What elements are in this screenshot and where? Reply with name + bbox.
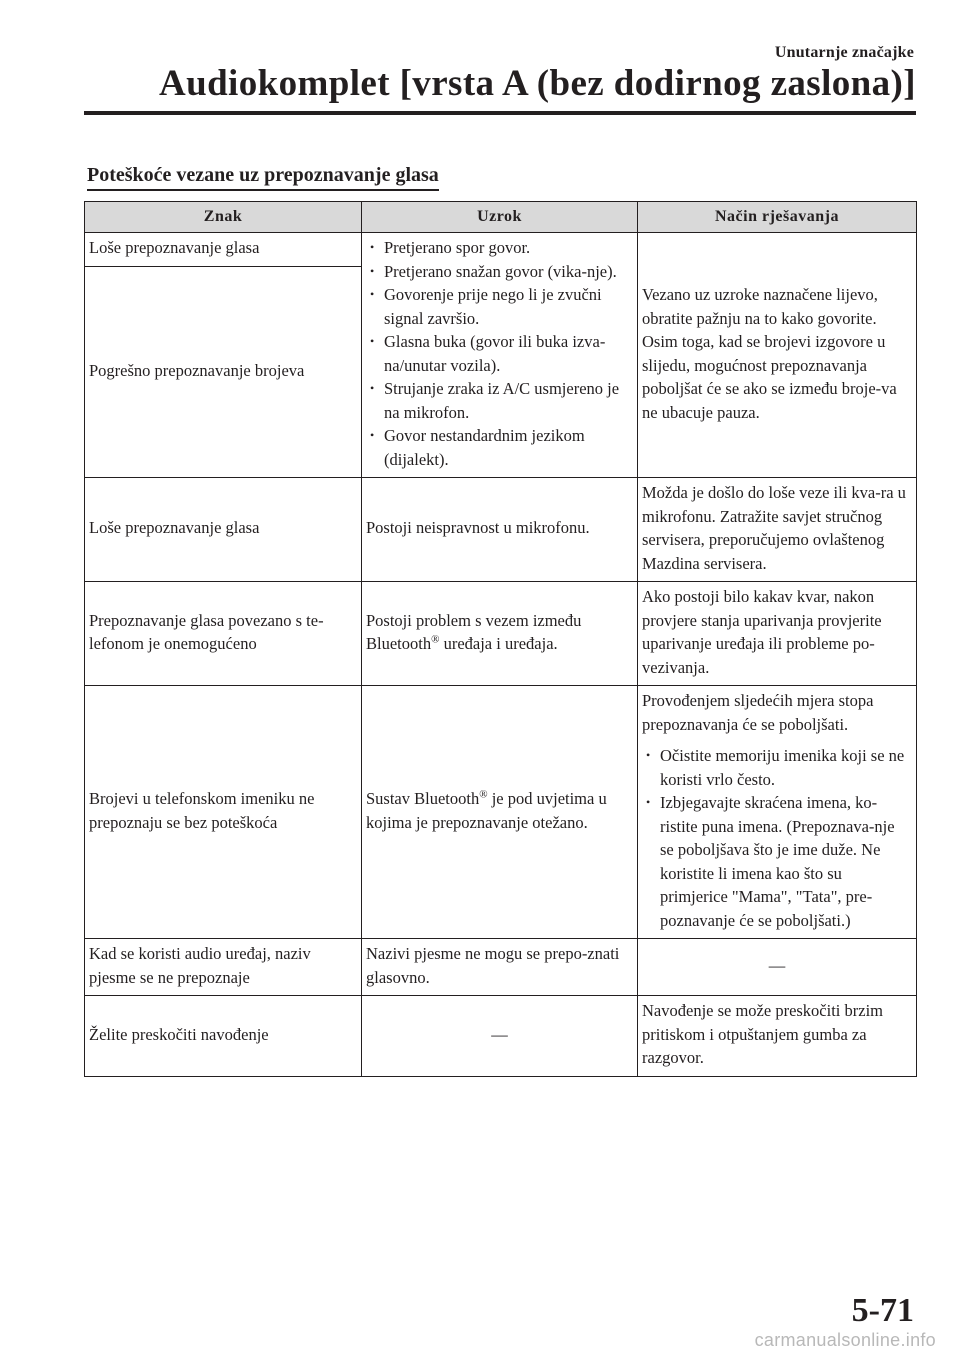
- sign-cell: Prepoznavanje glasa povezano s te-lefonom je onemogućeno: [85, 582, 362, 686]
- registered-mark: ®: [431, 633, 440, 646]
- solution-intro: Provođenjem sljedećih mjera stopa prepoznavanja će se poboljšati.: [642, 691, 874, 734]
- table-row: [85, 233, 917, 267]
- cause-text: Sustav Bluetooth: [366, 789, 480, 808]
- list-item: • Govorenje prije nego li je zvučni signal završio.: [366, 283, 633, 330]
- sign-cell: Pogrešno prepoznavanje brojeva: [85, 266, 362, 478]
- chapter-label: Unutarnje značajke: [774, 44, 914, 61]
- cause-cell: [362, 582, 638, 686]
- cause-text-end: uređaja i uređaja.: [439, 634, 558, 653]
- sign-cell: Kad se koristi audio uređaj, naziv pjesme se ne prepoznaje: [85, 939, 362, 996]
- troubleshooting-table: [84, 201, 917, 1077]
- list-item: • Glasna buka (govor ili buka izva-na/unutar vozila).: [366, 330, 633, 377]
- solution-cell: Ako postoji bilo kakav kvar, nakon provjere stanja uparivanja provjerite uparivanje uređaja ili probleme po-vezivanja.: [638, 582, 917, 686]
- watermark: carmanualsonline.info: [754, 1330, 936, 1350]
- table-row: [85, 478, 917, 582]
- solution-cell: —: [638, 939, 917, 996]
- table-row: [85, 582, 917, 686]
- sign-cell: Želite preskočiti navođenje: [85, 996, 362, 1077]
- cause-cell: —: [362, 996, 638, 1077]
- list-item: • Očistite memoriju imenika koji se ne koristi vrlo često.: [642, 744, 912, 791]
- sign-cell: Brojevi u telefonskom imeniku ne prepoznaju se bez poteškoća: [85, 686, 362, 939]
- sign-cell: Loše prepoznavanje glasa: [85, 233, 362, 267]
- list-item: • Pretjerano spor govor.: [366, 236, 633, 260]
- page-number: 5-71: [851, 1292, 914, 1329]
- column-header-solution: Način rješavanja: [638, 202, 917, 233]
- solution-cell: Vezano uz uzroke naznačene lijevo, obratite pažnju na to kako govorite. Osim toga, kad se brojevi izgovore u slijedu, mogućnost prepoznavanja poboljšat će se ako se između broje-va ne ubacuje pauza.: [638, 233, 917, 478]
- cause-text-end: je pod uvjetima u kojima je prepoznavanje otežano.: [366, 789, 607, 832]
- column-header-sign: Znak: [85, 202, 362, 233]
- column-header-cause: Uzrok: [362, 202, 638, 233]
- cause-cell: [362, 686, 638, 939]
- page-title: Audiokomplet [vrsta A (bez dodirnog zaslona)]: [158, 63, 916, 104]
- table-row: [85, 996, 917, 1077]
- list-item: • Izbjegavajte skraćena imena, ko-ristite puna imena. (Prepoznava-nje se poboljšava što je ime duže. Ne koristite li imena kao što su primjerice "Mama", "Tata", pre-poznavanje će se poboljšati.): [642, 791, 912, 932]
- header-divider: [84, 111, 916, 115]
- cause-cell: [362, 233, 638, 478]
- solution-cell: Navođenje se može preskočiti brzim pritiskom i otpuštanjem gumba za razgovor.: [638, 996, 917, 1077]
- section-title: Poteškoće vezane uz prepoznavanje glasa: [87, 164, 439, 191]
- registered-mark: ®: [479, 788, 488, 801]
- table-header-row: [85, 202, 917, 233]
- solution-list: [642, 744, 912, 932]
- cause-list: [366, 236, 633, 471]
- list-item: • Strujanje zraka iz A/C usmjereno je na mikrofon.: [366, 377, 633, 424]
- solution-cell: Možda je došlo do loše veze ili kva-ra u mikrofonu. Zatražite savjet stručnog servisera, preporučujemo ovlaštenog Mazdina servisera.: [638, 478, 917, 582]
- cause-cell: Postoji neispravnost u mikrofonu.: [362, 478, 638, 582]
- list-item: • Pretjerano snažan govor (vika-nje).: [366, 260, 633, 284]
- cause-cell: Nazivi pjesme ne mogu se prepo-znati glasovno.: [362, 939, 638, 996]
- table-row: [85, 939, 917, 996]
- solution-cell: [638, 686, 917, 939]
- table-row: [85, 686, 917, 939]
- list-item: • Govor nestandardnim jezikom (dijalekt).: [366, 424, 633, 471]
- sign-cell: Loše prepoznavanje glasa: [85, 478, 362, 582]
- cause-text: Postoji problem s vezem između Bluetooth: [366, 610, 582, 653]
